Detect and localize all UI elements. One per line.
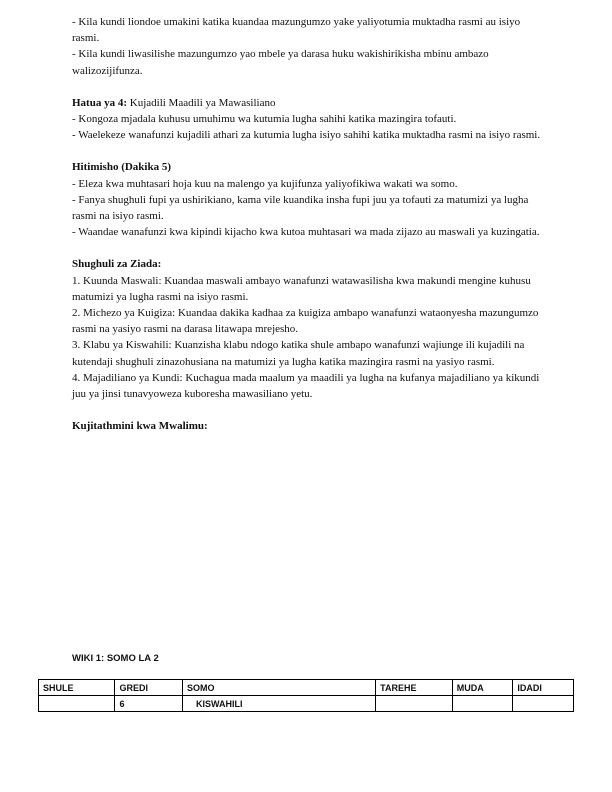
table-header-cell: TAREHE <box>376 680 453 696</box>
list-item: - Waelekeze wanafunzi kujadili athari za kutumia lugha isiyo sahihi katika muktadha rasmi na isiyo rasmi. <box>72 129 541 142</box>
table-cell-school <box>39 696 115 712</box>
table-cell-date <box>376 696 453 712</box>
lesson-label: WIKI 1: SOMO LA 2 <box>72 653 159 664</box>
group-activity-section <box>72 14 542 79</box>
self-assessment-heading: Kujitathmini kwa Mwalimu: <box>72 420 208 433</box>
table-header-cell: GREDI <box>115 680 183 696</box>
list-item: - Waandae wanafunzi kwa kipindi kijacho kwa kutoa muhtasari wa mada zijazo au maswali ya kuzingatia. <box>72 226 540 239</box>
step-4-title: Kujadili Maadili ya Mawasiliano <box>127 96 276 109</box>
list-item: - Kila kundi liwasilishe mazungumzo yao mbele ya darasa huku wakishirikisha mbinu ambazo walizozijifunza. <box>72 48 489 77</box>
conclusion-section <box>72 159 542 240</box>
list-item: - Fanya shughuli fupi ya ushirikiano, kama vile kuandika insha fupi juu ya tofauti za matumizi ya lugha rasmi na isiyo rasmi. <box>72 193 529 223</box>
list-item: 1. Kuunda Maswali: Kuandaa maswali ambayo wanafunzi watawasilisha kwa makundi mengine kuhusu matumizi ya lugha rasmi na isiyo rasmi. <box>72 274 531 303</box>
step-4-label: Hatua ya 4: <box>72 96 127 109</box>
table-cell-count <box>513 696 574 712</box>
table-header-cell: MUDA <box>452 680 513 696</box>
extra-activities-heading: Shughuli za Ziada: <box>72 258 162 271</box>
conclusion-heading: Hitimisho (Dakika 5) <box>72 161 172 174</box>
table-header-cell: IDADI <box>513 680 574 696</box>
extra-activities-section <box>72 256 542 402</box>
list-item: - Eleza kwa muhtasari hoja kuu na malengo ya kujifunza yaliyofikiwa wakati wa somo. <box>72 177 458 190</box>
step-4-section <box>72 95 542 144</box>
table-header-cell: SHULE <box>39 680 115 696</box>
table-cell-grade: 6 <box>115 696 183 712</box>
table-cell-time <box>452 696 513 712</box>
step-4-heading <box>72 95 542 111</box>
lesson-info-table <box>38 679 574 712</box>
table-header-row <box>39 680 574 696</box>
table-header-cell: SOMO <box>183 680 376 696</box>
list-item: 3. Klabu ya Kiswahili: Kuanzisha klabu ndogo katika shule ambapo wanafunzi wajiunge ili kujadili na kutendaji shughuli zinazohusiana na matumizi ya lugha katika mazingira rasmi na yasiyo rasmi. <box>72 339 525 368</box>
list-item: - Kila kundi liondoe umakini katika kuandaa mazungumzo yake yaliyotumia muktadha rasmi au isiyo rasmi. <box>72 16 521 45</box>
list-item: - Kongoza mjadala kuhusu umuhimu wa kutumia lugha sahihi katika mazingira tofauti. <box>72 113 457 126</box>
list-item: 4. Majadiliano ya Kundi: Kuchagua mada maalum ya maadili ya lugha na kufanya majadiliano ya kikundi juu ya jinsi tunavyoweza kuboresha mawasiliano yetu. <box>72 371 540 401</box>
lesson-plan-body <box>72 14 542 450</box>
self-assessment-section <box>72 418 542 434</box>
table-cell-subject: KISWAHILI <box>183 696 376 712</box>
table-row <box>39 696 574 712</box>
list-item: 2. Michezo ya Kuigiza: Kuandaa dakika kadhaa za kuigiza ambapo wanafunzi wataonyesha mazungumzo rasmi na yasiyo rasmi na darasa litawapa mrejesho. <box>72 307 539 336</box>
